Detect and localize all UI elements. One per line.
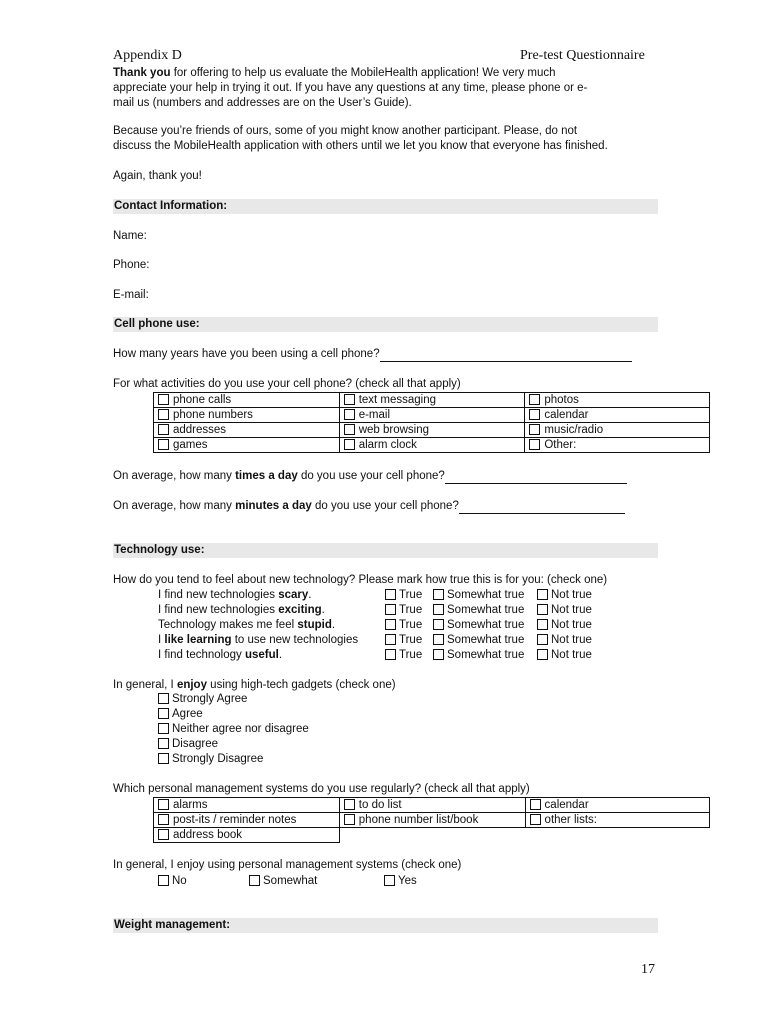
statement-bold: exciting xyxy=(278,604,322,616)
option-label: Other: xyxy=(544,439,577,451)
checkbox-somewhat-true[interactable] xyxy=(433,589,444,600)
option-label: Strongly Disagree xyxy=(172,753,264,765)
phone-label: Phone: xyxy=(113,259,150,271)
checkbox-neither-agree-nor-disagree[interactable] xyxy=(158,723,169,734)
option-label: e-mail xyxy=(358,409,390,421)
option-label: Not true xyxy=(551,604,592,616)
statement-bold: stupid xyxy=(297,619,332,631)
checkbox-phone-numbers[interactable] xyxy=(158,409,169,420)
section-tech-title: Technology use: xyxy=(113,543,658,558)
option-label: photos xyxy=(544,394,579,406)
option-somewhat-true-4[interactable] xyxy=(433,633,524,648)
enjoy-bold: enjoy xyxy=(176,679,207,691)
option-cell-calendar[interactable] xyxy=(525,408,710,423)
agree-option-strongly-agree[interactable] xyxy=(158,692,247,707)
statement-post: to use new technologies xyxy=(231,634,359,646)
checkbox-addresses[interactable] xyxy=(158,424,169,435)
intro-line-4: Because you’re friends of ours, some of you might know another participant. Please, do not xyxy=(113,125,578,137)
option-cell-games[interactable] xyxy=(154,438,340,453)
option-cell-address-book[interactable] xyxy=(154,828,340,843)
minutes-answer-line[interactable] xyxy=(459,501,625,514)
agree-option-agree[interactable] xyxy=(158,707,203,722)
option-cell-other[interactable] xyxy=(525,438,710,453)
option-somewhat-true-2[interactable] xyxy=(433,603,524,618)
checkbox-not-true[interactable] xyxy=(537,604,548,615)
checkbox-calendar[interactable] xyxy=(530,799,541,810)
statement-pre: I find technology xyxy=(158,649,245,661)
intro-paragraph-1 xyxy=(113,66,658,111)
checkbox-phone-calls[interactable] xyxy=(158,394,169,405)
section-contact-title: Contact Information: xyxy=(113,199,658,214)
option-not-true-5[interactable] xyxy=(537,648,592,663)
enjoy-question xyxy=(113,678,658,693)
option-label: Somewhat true xyxy=(447,604,525,616)
option-label: text messaging xyxy=(358,394,437,406)
enjoy-pre: In general, I xyxy=(113,679,177,691)
checkbox-somewhat-true[interactable] xyxy=(433,619,444,630)
statement-bold: scary xyxy=(278,589,309,601)
checkbox-somewhat-true[interactable] xyxy=(433,604,444,615)
times-pre: On average, how many xyxy=(113,470,236,482)
option-label: True xyxy=(399,649,423,661)
table-row xyxy=(154,813,710,828)
statement-2 xyxy=(158,603,325,618)
minutes-pre: On average, how many xyxy=(113,500,236,512)
checkbox-other[interactable] xyxy=(529,439,540,450)
checkbox-alarm-clock[interactable] xyxy=(344,439,355,450)
option-true-1[interactable] xyxy=(385,588,422,603)
option-label: True xyxy=(399,634,423,646)
checkbox-calendar[interactable] xyxy=(529,409,540,420)
option-label: True xyxy=(399,589,423,601)
option-true-2[interactable] xyxy=(385,603,422,618)
option-label: Disagree xyxy=(172,738,219,750)
option-label: phone numbers xyxy=(173,409,253,421)
option-not-true-1[interactable] xyxy=(537,588,592,603)
option-label: Not true xyxy=(551,634,592,646)
statement-post: . xyxy=(321,604,325,616)
enjoy-option-somewhat[interactable] xyxy=(249,874,317,889)
intro-line-5: discuss the MobileHealth application with others until we let you know that everyone has finished. xyxy=(113,140,608,152)
option-cell-phone-numbers[interactable] xyxy=(154,408,340,423)
intro-paragraph-2 xyxy=(113,124,658,154)
checkbox-somewhat-true[interactable] xyxy=(433,634,444,645)
checkbox-no[interactable] xyxy=(158,875,169,886)
table-row xyxy=(154,393,710,408)
option-cell-photos[interactable] xyxy=(525,393,710,408)
statement-pre: I xyxy=(158,634,165,646)
statement-4 xyxy=(158,633,358,648)
option-cell-addresses[interactable] xyxy=(154,423,340,438)
option-label: Somewhat true xyxy=(447,619,525,631)
intro-bold: Thank you xyxy=(113,67,171,79)
table-row xyxy=(154,798,710,813)
checkbox-strongly-agree[interactable] xyxy=(158,693,169,704)
intro-line-3: mail us (numbers and addresses are on the User’s Guide). xyxy=(113,97,412,109)
option-label: web browsing xyxy=(358,424,430,436)
option-label: to do list xyxy=(358,799,402,811)
option-label: Yes xyxy=(398,875,417,887)
checkbox-yes[interactable] xyxy=(384,875,395,886)
option-label: Somewhat xyxy=(263,875,318,887)
minutes-question xyxy=(113,499,658,514)
checkbox-agree[interactable] xyxy=(158,708,169,719)
agree-option-strongly-disagree[interactable] xyxy=(158,752,263,767)
option-label: Not true xyxy=(551,589,592,601)
statement-bold: like learning xyxy=(164,634,232,646)
activities-question: For what activities do you use your cell phone? (check all that apply) xyxy=(113,378,461,390)
option-cell-phone-calls[interactable] xyxy=(154,393,340,408)
header-right: Pre-test Questionnaire xyxy=(520,48,645,63)
table-row xyxy=(154,408,710,423)
option-label: Neither agree nor disagree xyxy=(172,723,309,735)
statement-pre: I find new technologies xyxy=(158,604,279,616)
checkbox-e-mail[interactable] xyxy=(344,409,355,420)
option-label: Agree xyxy=(172,708,203,720)
option-label: calendar xyxy=(544,409,589,421)
page-number: 17 xyxy=(641,962,655,977)
checkbox-strongly-disagree[interactable] xyxy=(158,753,169,764)
systems-question: Which personal management systems do you use regularly? (check all that apply) xyxy=(113,783,530,795)
option-label: Somewhat true xyxy=(447,634,525,646)
option-cell-phone-number-list-book[interactable] xyxy=(339,813,525,828)
checkbox-alarms[interactable] xyxy=(158,799,169,810)
checkbox-true[interactable] xyxy=(385,649,396,660)
checkbox-not-true[interactable] xyxy=(537,619,548,630)
enjoy-systems-question: In general, I enjoy using personal management systems (check one) xyxy=(113,859,462,871)
intro-paragraph-3: Again, thank you! xyxy=(113,170,202,182)
enjoy-option-no[interactable] xyxy=(158,874,187,889)
intro-line-2: appreciate your help in trying it out. If you have any questions at any time, please phone or e- xyxy=(113,82,588,94)
enjoy-option-yes[interactable] xyxy=(384,874,417,889)
checkbox-not-true[interactable] xyxy=(537,634,548,645)
option-cell-to-do-list[interactable] xyxy=(339,798,525,813)
option-label: phone calls xyxy=(173,394,232,406)
checkbox-music-radio[interactable] xyxy=(529,424,540,435)
checkbox-to-do-list[interactable] xyxy=(344,799,355,810)
option-label: games xyxy=(173,439,208,451)
option-label: address book xyxy=(173,829,243,841)
option-not-true-2[interactable] xyxy=(537,603,592,618)
option-cell-other-lists[interactable] xyxy=(525,813,709,828)
option-cell-web-browsing[interactable] xyxy=(339,423,525,438)
empty-cell xyxy=(339,828,709,843)
option-true-5[interactable] xyxy=(385,648,422,663)
option-cell-post-its-reminder-notes[interactable] xyxy=(154,813,340,828)
checkbox-true[interactable] xyxy=(385,634,396,645)
checkbox-not-true[interactable] xyxy=(537,649,548,660)
option-label: Strongly Agree xyxy=(172,693,248,705)
option-label: alarm clock xyxy=(358,439,417,451)
years-question xyxy=(113,347,658,362)
checkbox-text-messaging[interactable] xyxy=(344,394,355,405)
statement-1 xyxy=(158,588,311,603)
header-left: Appendix D xyxy=(113,48,182,63)
option-not-true-3[interactable] xyxy=(537,618,592,633)
checkbox-games[interactable] xyxy=(158,439,169,450)
agree-option-neither-agree-nor-disagree[interactable] xyxy=(158,722,309,737)
statement-3 xyxy=(158,618,335,633)
option-label: Somewhat true xyxy=(447,649,525,661)
checkbox-somewhat[interactable] xyxy=(249,875,260,886)
checkbox-disagree[interactable] xyxy=(158,738,169,749)
agree-option-disagree[interactable] xyxy=(158,737,218,752)
option-cell-e-mail[interactable] xyxy=(339,408,525,423)
option-label: phone number list/book xyxy=(358,814,479,826)
checkbox-web-browsing[interactable] xyxy=(344,424,355,435)
checkbox-photos[interactable] xyxy=(529,394,540,405)
section-weight-title: Weight management: xyxy=(113,918,658,933)
table-row xyxy=(154,438,710,453)
statement-post: . xyxy=(331,619,336,631)
option-somewhat-true-1[interactable] xyxy=(433,588,524,603)
minutes-bold: minutes a day xyxy=(235,500,312,512)
option-cell-calendar[interactable] xyxy=(525,798,709,813)
statement-bold: useful xyxy=(244,649,279,661)
option-somewhat-true-5[interactable] xyxy=(433,648,524,663)
intro-line-1: for offering to help us evaluate the MobileHealth application! We very much xyxy=(170,67,556,79)
times-answer-line[interactable] xyxy=(445,471,627,484)
option-label: other lists: xyxy=(544,814,597,826)
feel-question: How do you tend to feel about new technology? Please mark how true this is for you: (check one) xyxy=(113,574,608,586)
checkbox-true[interactable] xyxy=(385,589,396,600)
activities-table xyxy=(153,392,710,453)
option-cell-music-radio[interactable] xyxy=(525,423,710,438)
option-label: addresses xyxy=(173,424,227,436)
option-label: Not true xyxy=(551,649,592,661)
statement-pre: Technology makes me feel xyxy=(158,619,298,631)
option-label: calendar xyxy=(544,799,589,811)
option-true-3[interactable] xyxy=(385,618,422,633)
enjoy-post: using high-tech gadgets (check one) xyxy=(206,679,396,691)
option-true-4[interactable] xyxy=(385,633,422,648)
option-label: music/radio xyxy=(544,424,604,436)
option-cell-alarm-clock[interactable] xyxy=(339,438,525,453)
checkbox-not-true[interactable] xyxy=(537,589,548,600)
statement-5 xyxy=(158,648,282,663)
table-row xyxy=(154,828,710,843)
times-bold: times a day xyxy=(235,470,298,482)
option-not-true-4[interactable] xyxy=(537,633,592,648)
option-cell-alarms[interactable] xyxy=(154,798,340,813)
option-label: alarms xyxy=(173,799,208,811)
statement-post: . xyxy=(308,589,312,601)
option-label: Somewhat true xyxy=(447,589,525,601)
option-cell-text-messaging[interactable] xyxy=(339,393,525,408)
statement-post: . xyxy=(278,649,283,661)
minutes-post: do you use your cell phone? xyxy=(311,500,459,512)
option-somewhat-true-3[interactable] xyxy=(433,618,524,633)
option-label: Not true xyxy=(551,619,592,631)
checkbox-address-book[interactable] xyxy=(158,829,169,840)
checkbox-post-its-reminder-notes[interactable] xyxy=(158,814,169,825)
section-cell-title: Cell phone use: xyxy=(113,317,658,332)
checkbox-phone-number-list-book[interactable] xyxy=(344,814,355,825)
systems-table xyxy=(153,797,710,843)
years-answer-line[interactable] xyxy=(380,349,632,362)
option-label: post-its / reminder notes xyxy=(173,814,297,826)
checkbox-somewhat-true[interactable] xyxy=(433,649,444,660)
option-label: No xyxy=(172,875,187,887)
option-label: True xyxy=(399,604,423,616)
table-row xyxy=(154,423,710,438)
name-label: Name: xyxy=(113,230,147,242)
checkbox-true[interactable] xyxy=(385,604,396,615)
years-question-text: How many years have you been using a cell phone? xyxy=(113,348,380,360)
times-post: do you use your cell phone? xyxy=(297,470,445,482)
statement-pre: I find new technologies xyxy=(158,589,279,601)
checkbox-other-lists[interactable] xyxy=(530,814,541,825)
option-label: True xyxy=(399,619,423,631)
checkbox-true[interactable] xyxy=(385,619,396,630)
email-label: E-mail: xyxy=(113,289,149,301)
times-question xyxy=(113,469,658,484)
